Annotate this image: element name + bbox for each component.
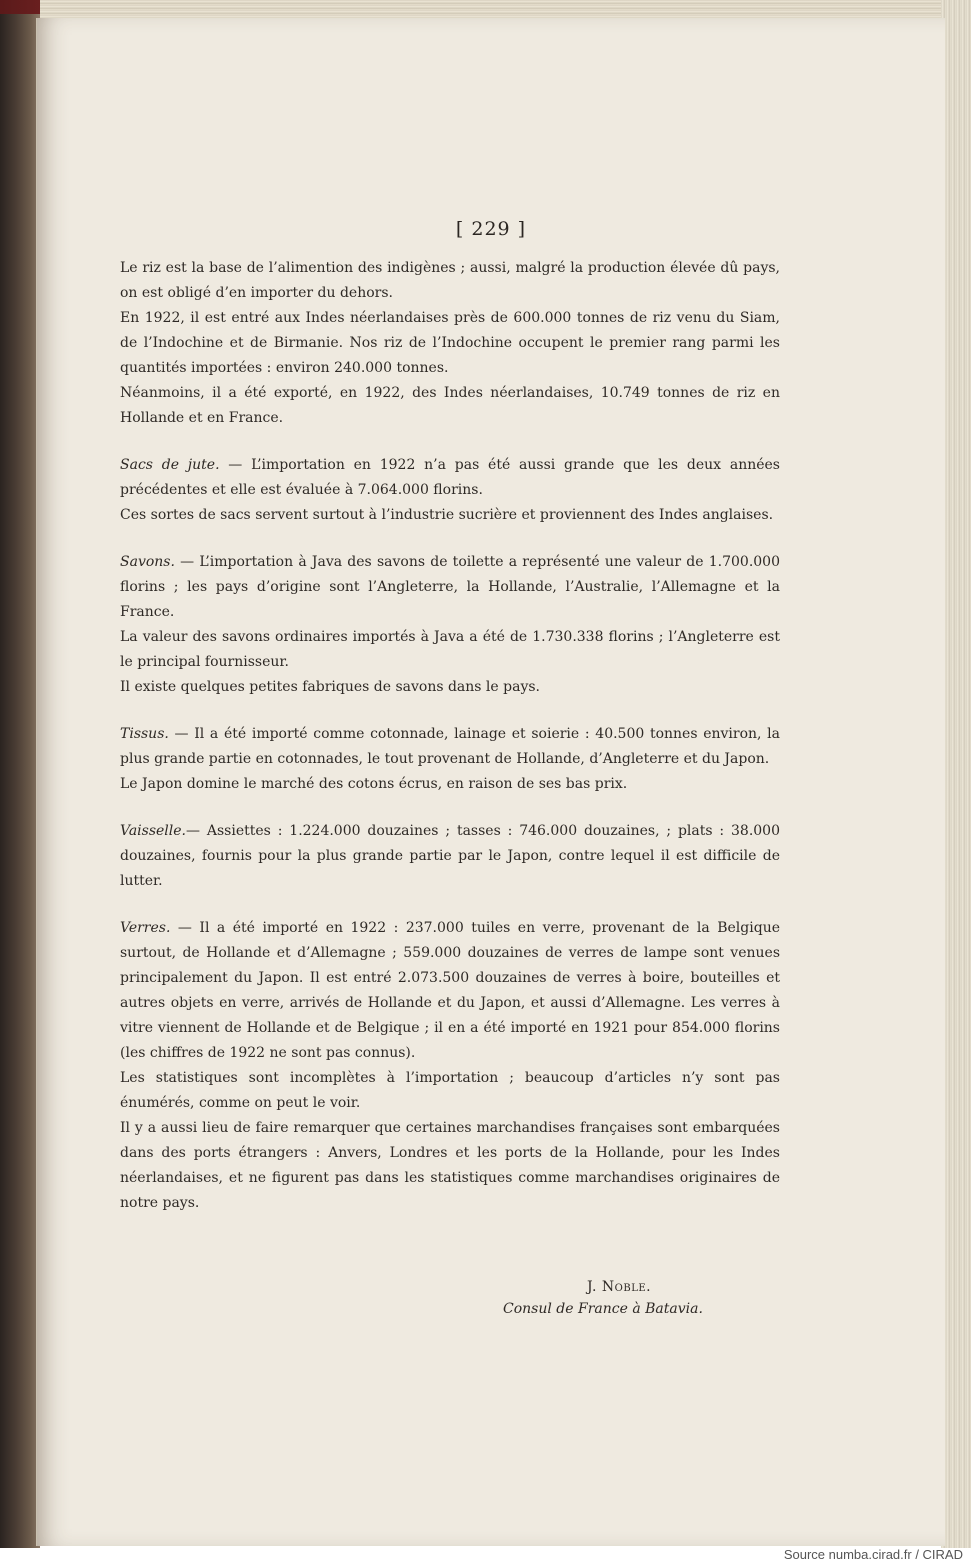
paragraph: Les statistiques sont incomplètes à l’importation ; beaucoup d’articles n’y sont pas énumérés, comme on peut le voir.	[120, 1070, 780, 1111]
source-credit: Source numba.cirad.fr / CIRAD	[783, 1547, 963, 1562]
paragraph: En 1922, il est entré aux Indes néerlandaises près de 600.000 tonnes de riz venu du Siam, de l’Indochine et de Birmanie. Nos riz de l’Indochine occupent le premier rang parmi les quantités importées : environ 240.000 tonnes.	[120, 310, 780, 376]
paragraph: Ces sortes de sacs servent surtout à l’industrie sucrière et proviennent des Indes anglaises.	[120, 507, 774, 523]
book-spine	[0, 0, 40, 1548]
paragraph-vaisselle: Vaisselle.— Assiettes : 1.224.000 douzaines ; tasses : 746.000 douzaines, ; plats : 38.000 douzaines, fournis pour la plus grande partie par le Japon, contre lequel il est difficile de lutter.	[120, 823, 780, 889]
section-heading: Tissus.	[120, 726, 169, 742]
paragraph-tissus: Tissus. — Il a été importé comme cotonnade, lainage et soierie : 40.500 tonnes environ, la plus grande partie en cotonnades, le tout provenant de Hollande, d’Angleterre et du Japon.	[120, 726, 780, 767]
signature-name: J. Noble.	[587, 1279, 652, 1295]
page-edges-right	[941, 0, 971, 1548]
section-heading: Sacs de jute.	[120, 457, 220, 473]
book-page	[36, 18, 945, 1546]
section-heading: Savons.	[120, 554, 175, 570]
page-number: [ 229 ]	[455, 218, 527, 240]
paragraph: Néanmoins, il a été exporté, en 1922, des Indes néerlandaises, 10.749 tonnes de riz en Hollande et en France.	[120, 385, 780, 426]
paragraph: Il y a aussi lieu de faire remarquer que certaines marchandises françaises sont embarquées dans des ports étrangers : Anvers, Londres et les ports de la Hollande, pour les Indes néerlandaises, et ne figurent pas dans les statistiques comme marchandises originaires de notre pays.	[120, 1120, 780, 1211]
paragraph: Il existe quelques petites fabriques de savons dans le pays.	[120, 679, 540, 695]
paragraph-savons: Savons. — L’importation à Java des savons de toilette a représenté une valeur de 1.700.000 florins ; les pays d’origine sont l’Angleterre, la Hollande, l’Australie, l’Allemagne et la France.	[120, 554, 780, 620]
paragraph-sacs-de-jute: Sacs de jute. — L’importation en 1922 n’a pas été aussi grande que les deux années précédentes et elle est évaluée à 7.064.000 florins.	[120, 457, 780, 498]
body-text	[120, 256, 780, 1216]
signature-title: Consul de France à Batavia.	[503, 1301, 703, 1317]
section-heading: Vaisselle.	[120, 823, 186, 839]
paragraph: La valeur des savons ordinaires importés à Java a été de 1.730.338 florins ; l’Angleterre est le principal fournisseur.	[120, 629, 780, 670]
section-heading: Verres.	[120, 920, 171, 936]
paragraph: Le Japon domine le marché des cotons écrus, en raison de ses bas prix.	[120, 776, 628, 792]
paragraph-verres: Verres. — Il a été importé en 1922 : 237.000 tuiles en verre, provenant de la Belgique surtout, de Hollande et d’Allemagne ; 559.000 douzaines de verres de lampe sont venues principalement du Japon. Il est entré 2.073.500 douzaines de verres à boire, bouteilles et autres objets en verre, arrivés de Hollande et du Japon, et aussi d’Allemagne. Les verres à vitre viennent de Hollande et de Belgique ; il en a été importé en 1921 pour 854.000 florins (les chiffres de 1922 ne sont pas connus).	[120, 920, 780, 1061]
paragraph: Le riz est la base de l’alimention des indigènes ; aussi, malgré la production élevée dû pays, on est obligé d’en importer du dehors.	[120, 260, 780, 301]
